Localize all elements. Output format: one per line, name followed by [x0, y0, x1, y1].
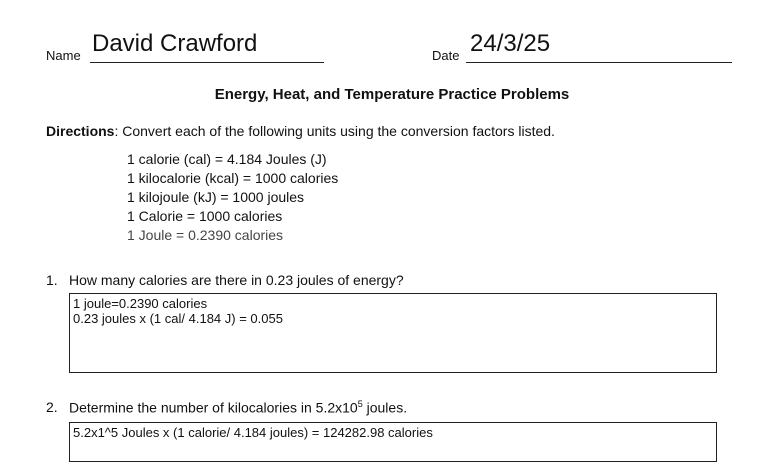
conversion-item: 1 Joule = 0.2390 calories [127, 227, 284, 243]
name-value[interactable]: David Crawford [92, 30, 258, 57]
directions-label: Directions [46, 123, 115, 139]
directions-text: : Convert each of the following units using the conversion factors listed. [114, 123, 555, 139]
date-underline [466, 62, 732, 63]
answer-line: 1 joule=0.2390 calories [73, 296, 208, 311]
date-label: Date [432, 48, 460, 63]
question-2-text-before: Determine the number of kilocalories in 5.2x10 [69, 399, 358, 416]
name-underline [90, 62, 324, 63]
question-2-number: 2. [46, 399, 58, 415]
directions [46, 123, 555, 139]
answer-line: 0.23 joules x (1 cal/ 4.184 J) = 0.055 [73, 311, 283, 326]
conversion-item: 1 calorie (cal) = 4.184 Joules (J) [127, 151, 327, 167]
question-2-exponent: 5 [357, 399, 363, 409]
answer-line: 5.2x1^5 Joules x (1 calorie/ 4.184 joules) = 124282.98 calories [73, 425, 433, 440]
conversion-list [127, 150, 338, 245]
question-1-text: How many calories are there in 0.23 joules of energy? [69, 272, 404, 288]
question-1-number: 1. [46, 272, 58, 288]
page-title: Energy, Heat, and Temperature Practice Problems [214, 86, 570, 103]
name-label: Name [46, 48, 81, 63]
question-2-answer-box[interactable] [69, 422, 717, 462]
conversion-item: 1 kilojoule (kJ) = 1000 joules [127, 189, 305, 205]
conversion-item: 1 Calorie = 1000 calories [127, 208, 283, 224]
date-value[interactable]: 24/3/25 [470, 30, 551, 57]
question-1-answer-box[interactable] [69, 293, 717, 373]
question-2-text-after: joules. [362, 399, 408, 416]
question-2-text [69, 399, 407, 416]
conversion-item: 1 kilocalorie (kcal) = 1000 calories [127, 170, 339, 186]
